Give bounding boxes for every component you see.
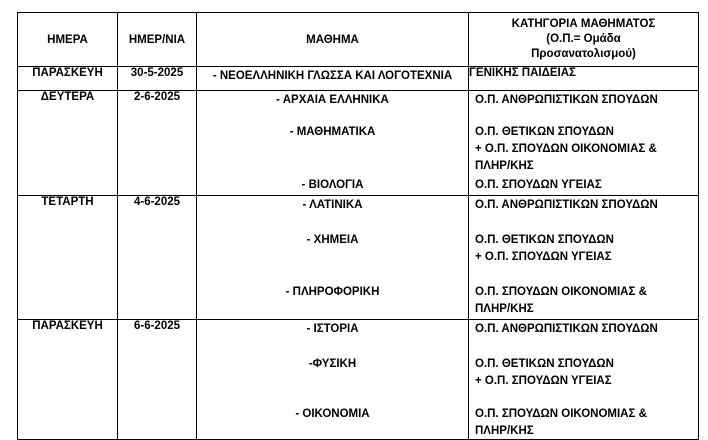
- subject-line: - ΑΡΧΑΙΑ ΕΛΛΗΝΙΚΑ: [276, 94, 389, 106]
- subject-cell: [197, 196, 469, 320]
- header-day: ΗΜΕΡΑ: [18, 13, 118, 67]
- category-line: Ο.Π. ΑΝΘΡΩΠΙΣΤΙΚΩΝ ΣΠΟΥΔΩΝ: [475, 94, 658, 106]
- category-line: ΠΛΗΡ/ΚΗΣ: [475, 160, 534, 172]
- date-cell: 4-6-2025: [118, 196, 197, 320]
- header-category-line: ΚΑΤΗΓΟΡΙΑ ΜΑΘΗΜΑΤΟΣ: [511, 18, 656, 30]
- subject-line: - ΟΙΚΟΝΟΜΙΑ: [295, 408, 370, 420]
- day-cell: ΔΕΥΤΕΡΑ: [18, 91, 118, 196]
- subject-line: - ΜΑΘΗΜΑΤΙΚΑ: [289, 126, 376, 138]
- subject-line: - ΧΗΜΕΙΑ: [306, 234, 359, 246]
- category-line: Ο.Π. ΘΕΤΙΚΩΝ ΣΠΟΥΔΩΝ: [475, 358, 614, 370]
- header-date: ΗΜΕΡ/ΝΙΑ: [118, 13, 197, 67]
- date-cell: 30-5-2025: [118, 67, 197, 91]
- category-line: ΠΛΗΡ/ΚΗΣ: [475, 425, 534, 437]
- header-row: [18, 13, 699, 67]
- subject-line: - ΠΛΗΡΟΦΟΡΙΚΗ: [285, 286, 380, 298]
- subject-cell: - ΝΕΟΕΛΛΗΝΙΚΗ ΓΛΩΣΣΑ ΚΑΙ ΛΟΓΟΤΕΧΝΙΑ: [197, 67, 469, 91]
- day-cell: ΤΕΤΑΡΤΗ: [18, 196, 118, 320]
- subject-line: - ΒΙΟΛΟΓΙΑ: [301, 179, 364, 191]
- category-line: + Ο.Π. ΣΠΟΥΔΩΝ ΟΙΚΟΝΟΜΙΑΣ &: [475, 143, 657, 155]
- date-cell: 2-6-2025: [118, 91, 197, 196]
- header-category: [469, 13, 699, 67]
- subject-line: - ΙΣΤΟΡΙΑ: [306, 323, 359, 335]
- category-cell: ΓΕΝΙΚΗΣ ΠΑΙΔΕΙΑΣ: [469, 67, 699, 91]
- category-line: Ο.Π. ΑΝΘΡΩΠΙΣΤΙΚΩΝ ΣΠΟΥΔΩΝ: [475, 323, 658, 335]
- subject-line: -ΦΥΣΙΚΗ: [308, 358, 357, 370]
- category-line: Ο.Π. ΣΠΟΥΔΩΝ ΟΙΚΟΝΟΜΙΑΣ &: [475, 286, 647, 298]
- subject-line: - ΛΑΤΙΝΙΚΑ: [302, 199, 363, 211]
- header-subject: ΜΑΘΗΜΑ: [197, 13, 469, 67]
- header-category-line: (Ο.Π.= Ομάδα: [546, 33, 621, 45]
- subject-cell: [197, 320, 469, 440]
- header-category-line: Προσανατολισμού): [531, 48, 636, 60]
- category-line: Ο.Π. ΣΠΟΥΔΩΝ ΟΙΚΟΝΟΜΙΑΣ &: [475, 408, 647, 420]
- category-line: Ο.Π. ΘΕΤΙΚΩΝ ΣΠΟΥΔΩΝ: [475, 234, 614, 246]
- category-line: Ο.Π. ΣΠΟΥΔΩΝ ΥΓΕΙΑΣ: [475, 179, 602, 191]
- category-line: Ο.Π. ΑΝΘΡΩΠΙΣΤΙΚΩΝ ΣΠΟΥΔΩΝ: [475, 199, 658, 211]
- category-line: Ο.Π. ΘΕΤΙΚΩΝ ΣΠΟΥΔΩΝ: [475, 126, 614, 138]
- table-row: [18, 67, 699, 91]
- table-row: [18, 320, 699, 440]
- day-cell: ΠΑΡΑΣΚΕΥΗ: [18, 67, 118, 91]
- subject-cell: [197, 91, 469, 196]
- category-cell: [469, 196, 699, 320]
- date-cell: 6-6-2025: [118, 320, 197, 440]
- category-line: ΠΛΗΡ/ΚΗΣ: [475, 303, 534, 315]
- category-cell: [469, 91, 699, 196]
- category-cell: [469, 320, 699, 440]
- table-row: [18, 91, 699, 196]
- exam-schedule-table: [17, 12, 699, 440]
- table-row: [18, 196, 699, 320]
- category-line: + Ο.Π. ΣΠΟΥΔΩΝ ΥΓΕΙΑΣ: [475, 251, 612, 263]
- day-cell: ΠΑΡΑΣΚΕΥΗ: [18, 320, 118, 440]
- category-line: + Ο.Π. ΣΠΟΥΔΩΝ ΥΓΕΙΑΣ: [475, 375, 612, 387]
